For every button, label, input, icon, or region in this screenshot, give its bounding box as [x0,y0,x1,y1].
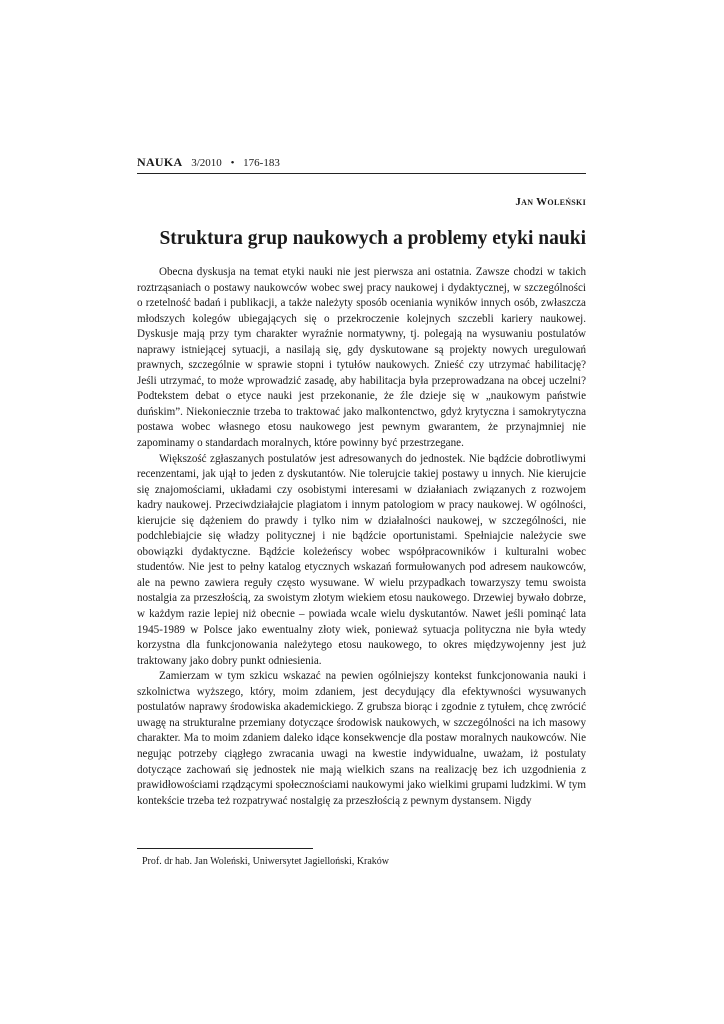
footnote: Prof. dr hab. Jan Woleński, Uniwersytet Jagielloński, Kraków [142,856,390,867]
header-rule [137,173,586,174]
paragraph-2: Większość zgłaszanych postulatów jest adresowanych do jednostek. Nie bądźcie dobrotliwymi recenzentami, jak ujął to jeden z dyskutantów. Nie tolerujcie takiej postawy u innych. Nie kierujcie się znajomościami, układami czy osobistymi interesami w działaniach związanych z rozwojem kadry naukowej. Przeciwdziałajcie plagiatom i innym patologiom w pracy naukowej. W ogólności, kierujcie się dążeniem do prawdy i tylko nim w działalności naukowej, w szczególności, nie podchlebiajcie się władzy politycznej i nie bądźcie oportunistami. Spełniajcie należycie swe obowiązki dydaktyczne. Bądźcie koleżeńscy wobec współpracowników i kulturalni wobec studentów. Nie jest to pełny katalog etycznych wskazań formułowanych pod adresem naukowców, ale na pewno zawiera reguły często wysuwane. W wielu przypadkach towarzyszy temu swoista nostalgia za przeszłością, za swoistym złotym wiekiem etosu naukowego. Drzewiej bywało dobrze, w każdym razie lepiej niż obecnie – powiada wcale wielu dyskutantów. Nawet jeśli pominąć lata 1945-1989 w Polsce jako ewentualny złoty wiek, ponieważ sytuacja polityczna nie była wtedy korzystna dla funkcjonowania należytego etosu naukowego, to okres międzywojenny jest już traktowany jako dobry punkt odniesienia. [137,452,586,667]
author-name: Jan Woleński [515,196,586,208]
page-range: 176-183 [243,157,280,169]
article-title: Struktura grup naukowych a problemy etyki nauki [159,228,586,249]
running-header [137,155,586,170]
paragraph-1: Obecna dyskusja na temat etyki nauki nie jest pierwsza ani ostatnia. Zawsze chodzi w takich roztrząsaniach o postawy naukowców wobec swej pracy naukowej i dydaktycznej, w szczególności o rzetelność badań i publikacji, a także należyty sposób oceniania wyników innych osób, zwłaszcza młodszych kolegów ubiegających się o przekroczenie kolejnych szczebli kariery naukowej. Dyskusje mają przy tym charakter wyraźnie normatywny, tj. polegają na wysuwaniu postulatów naprawy istniejącej sytuacji, a nasilają się, gdy dyskutowane są projekty nowych uregulowań prawnych, szczególnie w sprawie stopni i tytułów naukowych. Znieść czy utrzymać habilitację? Jeśli utrzymać, to może wprowadzić zasadę, aby habilitacja była przeprowadzana na obcej uczelni? Podtekstem debat o etyce nauki jest przekonanie, że źle dzieje się w „naukowym państwie duńskim”. Niekoniecznie trzeba to traktować jako malkontenctwo, gdyż krytyczna i samokrytyczna postawa wobec własnego etosu naukowego jest pewnym gwarantem, że przynajmniej nie zapominamy o standardach moralnych, które powinny być przestrzegane. [137,266,586,450]
footnote-rule [137,848,313,849]
journal-name: NAUKA [137,155,183,169]
article-body [137,265,586,809]
paragraph-3: Zamierzam w tym szkicu wskazać na pewien ogólniejszy kontekst funkcjonowania nauki i szkolnictwa wyższego, który, moim zdaniem, jest decydujący dla efektywności wysuwanych postulatów naprawy środowiska akademickiego. Z grubsza biorąc i zgodnie z tytułem, chcę zwrócić uwagę na strukturalne przemiany dotyczące środowisk naukowych, w szczególności na ich masowy charakter. Ma to moim zdaniem daleko idące konsekwencje dla postaw moralnych naukowców. Nie negując potrzeby ciągłego zwracania uwagi na kwestie indywidualne, uważam, iż postulaty dotyczące zachowań się jednostek nie mają wielkich szans na realizację bez ich uzgodnienia z prawidłowościami rządzącymi społecznościami naukowymi jako wielkimi grupami ludzkimi. W tym kontekście trzeba też rozpatrywać nostalgię za przeszłością z pewnym dystansem. Nigdy [137,670,586,807]
header-separator: • [230,157,235,169]
journal-issue: 3/2010 [191,157,222,169]
